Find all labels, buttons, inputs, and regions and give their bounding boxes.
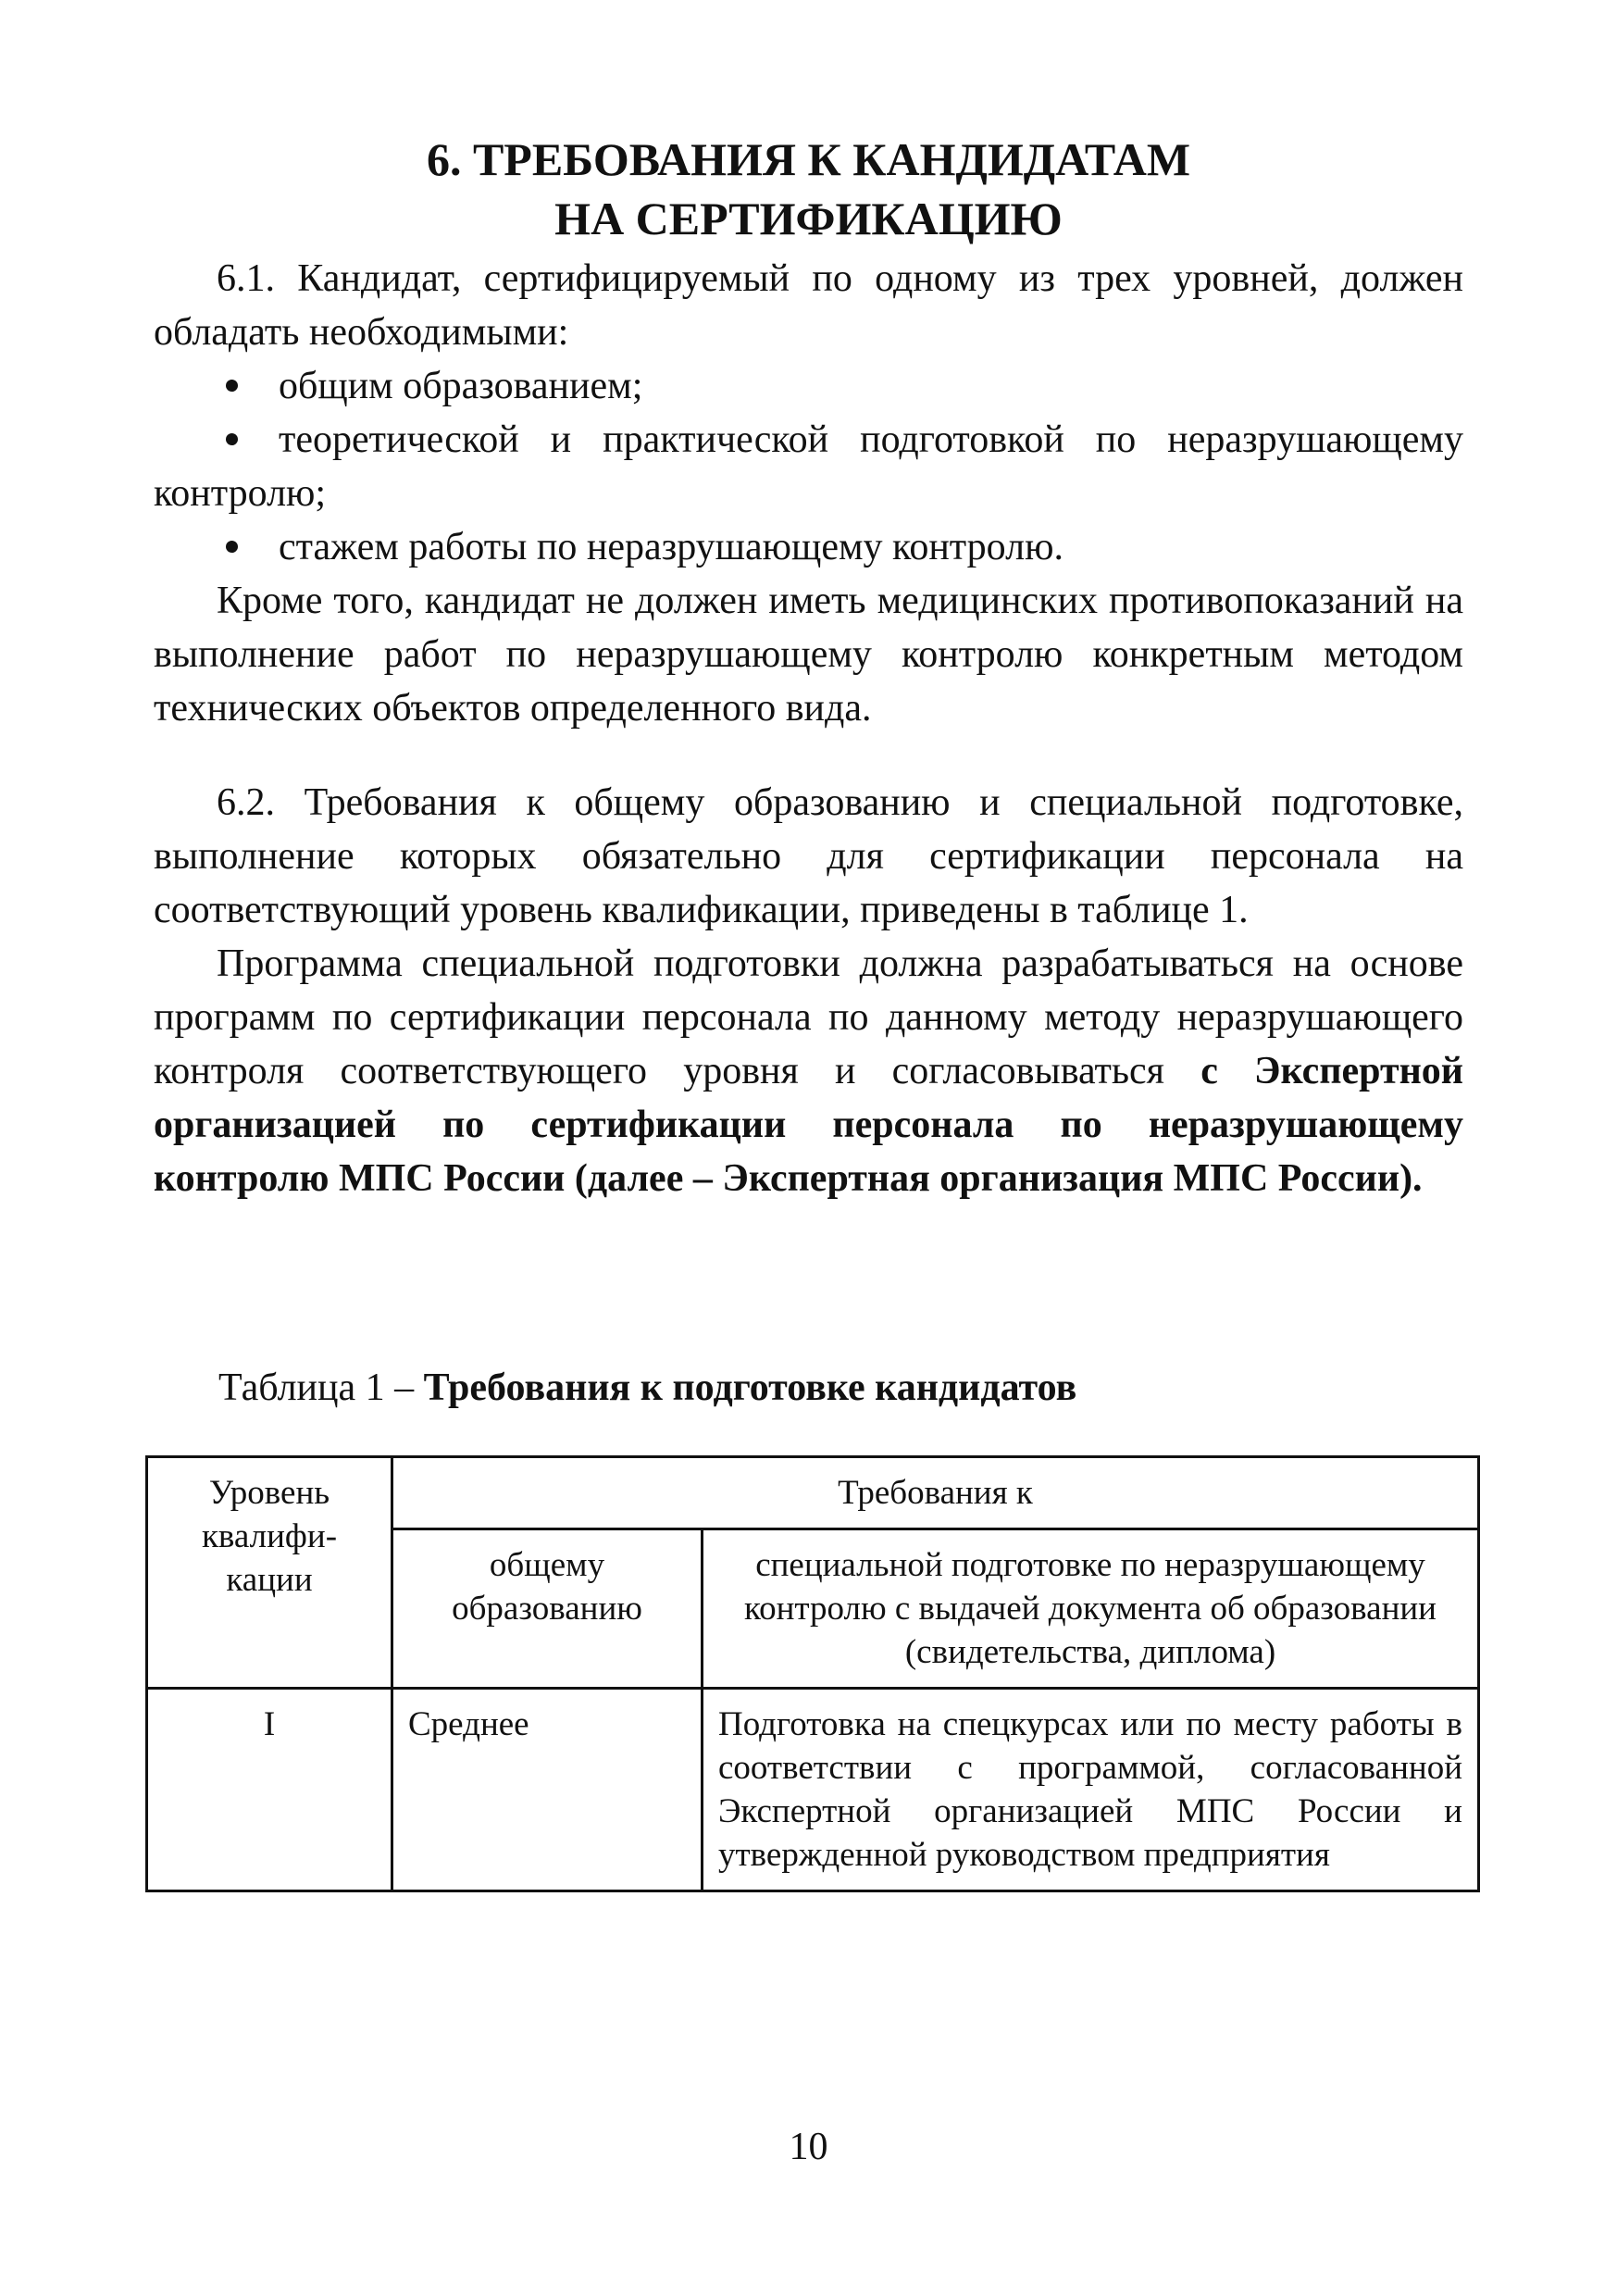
paragraph-program <box>154 937 1463 1205</box>
table-row <box>147 1689 1479 1891</box>
header-requirements: Требования к <box>392 1457 1479 1529</box>
table-caption-title: Требования к подготовке кандидатов <box>423 1366 1077 1409</box>
cell-general: Среднее <box>392 1689 703 1891</box>
list-item <box>154 413 1463 520</box>
cell-level: I <box>147 1689 392 1891</box>
heading-line-1: 6. ТРЕБОВАНИЯ К КАНДИДАТАМ <box>426 133 1191 185</box>
header-general-education: общему образованию <box>392 1529 703 1689</box>
list-item <box>154 520 1463 574</box>
table-caption-prefix: Таблица 1 – <box>218 1366 424 1409</box>
header-level: Уровень квалифи-кации <box>147 1457 392 1689</box>
body-text <box>154 252 1463 1205</box>
header-special-training: специальной подготовке по неразрушающему контролю с выдачей документа об образовании (свидетельства, диплома) <box>703 1529 1479 1689</box>
requirements-list <box>154 359 1463 574</box>
paragraph-6-1-extra: Кроме того, кандидат не должен иметь медицинских противопоказаний на выполнение работ по неразрушающему контролю конкретным методом технических объектов определенного вида. <box>154 580 1463 730</box>
paragraph-6-1-intro: 6.1. Кандидат, сертифицируемый по одному из трех уровней, должен обладать необходимыми: <box>154 257 1463 354</box>
list-item <box>154 359 1463 413</box>
cell-special: Подготовка на спецкурсах или по месту работы в соответствии с программой, согласованной Экспертной организацией МПС России и утвержденной руководством предприятия <box>703 1689 1479 1891</box>
section-heading <box>0 130 1617 248</box>
heading-line-2: НА СЕРТИФИКАЦИЮ <box>554 193 1063 244</box>
list-item-text: общим образованием; <box>279 365 643 407</box>
program-text-bold: с Экспертной организацией по сертификации персонала по неразрушающему контролю МПС России (далее – Экспертная организация МПС России). <box>154 1050 1463 1200</box>
paragraph-6-2: 6.2. Требования к общему образованию и специальной подготовке, выполнение которых обязательно для сертификации персонала на соответствующий уровень квалификации, приведены в таблице 1. <box>154 781 1463 931</box>
program-text: Программа специальной подготовки должна разрабатываться на основе программ по сертификации персонала по данному методу неразрушающего контроля соответствующего уровня и согласовываться <box>154 942 1463 1092</box>
list-item-text: стажем работы по неразрушающему контролю. <box>279 526 1063 568</box>
table-header-row <box>147 1457 1479 1529</box>
requirements-table <box>145 1455 1480 1892</box>
bullet-icon <box>226 433 238 445</box>
bullet-icon <box>226 380 238 392</box>
table-caption <box>218 1361 1076 1415</box>
page-number: 10 <box>789 2126 828 2168</box>
list-item-text: теоретической и практической подготовкой по неразрушающему контролю; <box>154 418 1463 515</box>
bullet-icon <box>226 541 238 553</box>
